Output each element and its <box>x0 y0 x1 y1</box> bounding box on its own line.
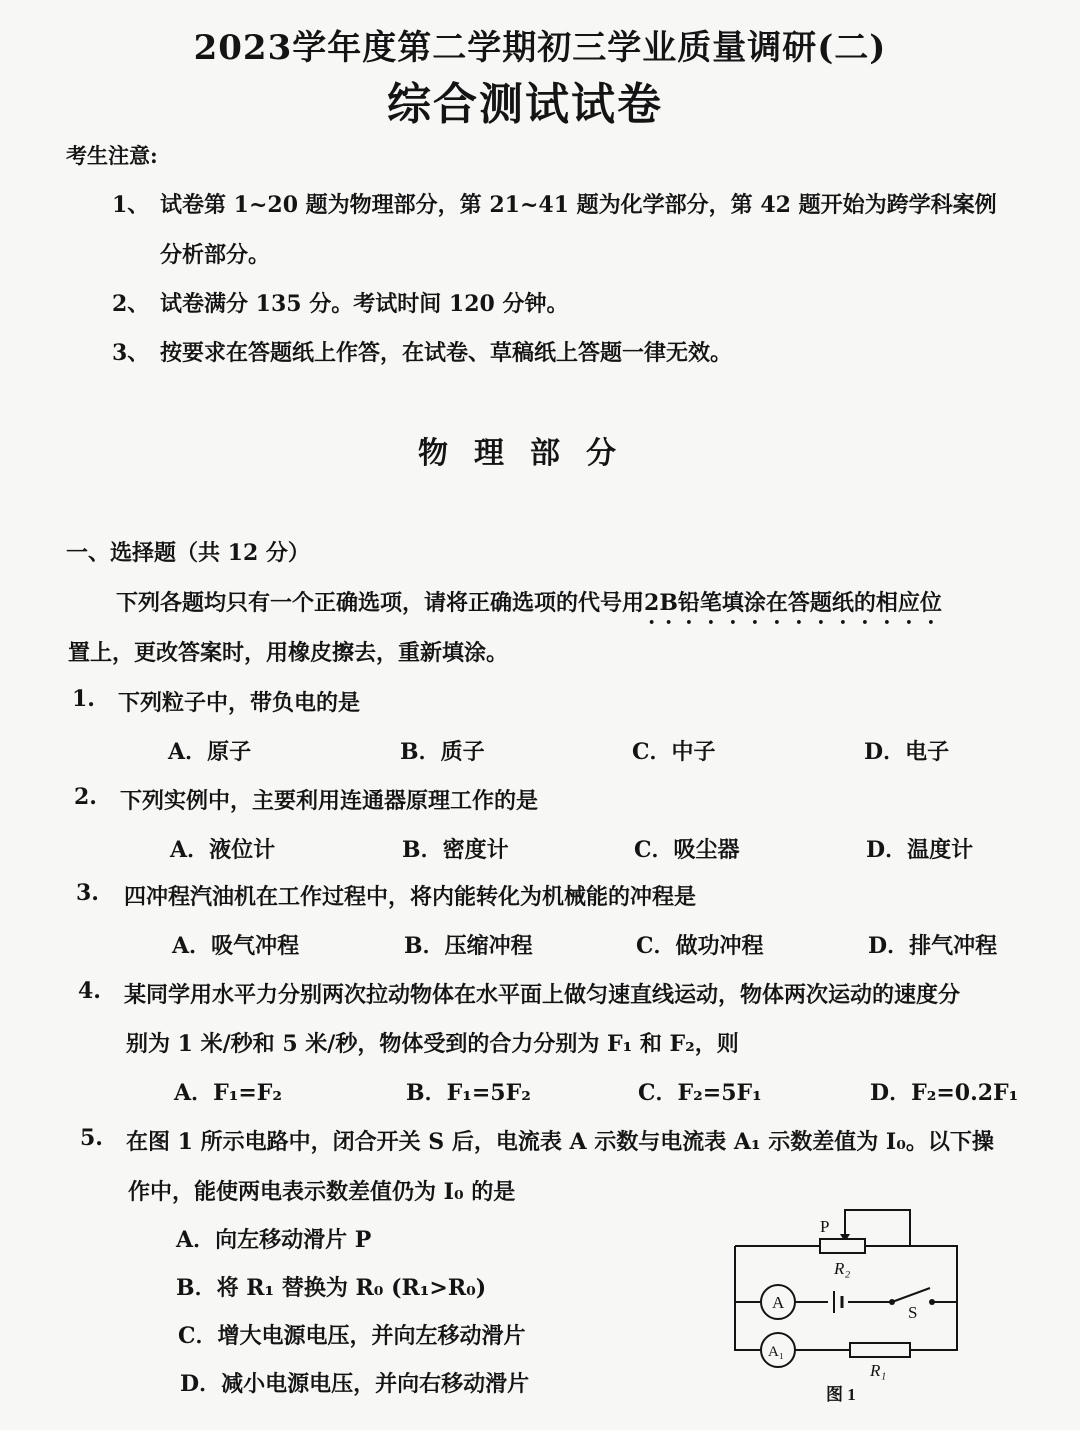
question-1-option-c: C．中子 <box>632 739 716 765</box>
switch-lever <box>892 1288 930 1302</box>
note-2-text: 试卷满分 135 分。考试时间 120 分钟。 <box>160 291 569 317</box>
section-title: 物理部分 <box>418 436 642 471</box>
question-5-option-b: B．将 R₁ 替换为 R₀ (R₁>R₀) <box>176 1275 487 1301</box>
note-1-num: 1、 <box>112 192 150 218</box>
switch-contact <box>929 1299 935 1305</box>
part-intro <box>116 586 942 629</box>
question-1-num: 1. <box>72 686 95 712</box>
question-1-option-a: A．原子 <box>168 739 252 765</box>
question-2-option-d: D．温度计 <box>866 837 974 863</box>
question-2-stem: 下列实例中，主要利用连通器原理工作的是 <box>120 788 539 814</box>
question-5-option-a: A．向左移动滑片 P <box>176 1227 372 1253</box>
question-5-option-c: C．增大电源电压，并向左移动滑片 <box>178 1323 526 1349</box>
note-1-text: 试卷第 1~20 题为物理部分，第 21~41 题为化学部分，第 42 题开始为跨学科案例 <box>160 192 997 218</box>
wire-top-right <box>865 1246 957 1350</box>
label-r1: R₁ <box>870 1361 887 1380</box>
question-2-option-c: C．吸尘器 <box>634 837 740 863</box>
note-3-num: 3、 <box>112 340 150 366</box>
part-heading: 一、选择题（共 12 分） <box>66 540 310 566</box>
question-5-num: 5. <box>80 1125 103 1151</box>
label-r2: R₂ <box>834 1259 851 1278</box>
question-4-option-c: C．F₂=5F₁ <box>638 1080 762 1106</box>
figure-caption: 图 1 <box>826 1385 856 1404</box>
wire-left <box>735 1246 760 1350</box>
label-p: P <box>820 1217 830 1236</box>
notes-heading: 考生注意: <box>66 143 158 168</box>
question-3-option-c: C．做功冲程 <box>636 933 764 959</box>
switch-pivot <box>889 1299 895 1305</box>
circuit-figure <box>720 1200 970 1410</box>
question-4-stem-cont: 别为 1 米/秒和 5 米/秒，物体受到的合力分别为 F₁ 和 F₂，则 <box>126 1031 739 1057</box>
part-intro-b: 2B铅笔填涂在答题纸的相应位 <box>644 590 942 616</box>
question-3-num: 3. <box>76 880 99 906</box>
question-5-stem: 在图 1 所示电路中，闭合开关 S 后，电流表 A 示数与电流表 A₁ 示数差值为 I₀。以下操 <box>126 1129 994 1155</box>
question-3-option-a: A．吸气冲程 <box>172 933 300 959</box>
question-2-option-b: B．密度计 <box>402 837 509 863</box>
question-4-num: 4. <box>78 978 101 1004</box>
part-intro-cont: 置上，更改答案时，用橡皮擦去，重新填涂。 <box>68 640 509 666</box>
note-1-text-cont: 分析部分。 <box>160 242 271 268</box>
part-intro-a: 下列各题均只有一个正确选项，请将正确选项的代号用 <box>116 590 645 616</box>
question-5-stem-cont: 作中，能使两电表示数差值仍为 I₀ 的是 <box>128 1179 516 1205</box>
question-5-option-d: D．减小电源电压，并向右移动滑片 <box>180 1371 530 1397</box>
exam-title: 2023学年度第二学期初三学业质量调研(二) <box>193 28 887 68</box>
question-3-stem: 四冲程汽油机在工作过程中，将内能转化为机械能的冲程是 <box>124 884 697 910</box>
circuit-diagram <box>720 1200 970 1410</box>
question-1-option-b: B．质子 <box>400 739 485 765</box>
question-1-option-d: D．电子 <box>864 739 950 765</box>
note-3-text: 按要求在答题纸上作答，在试卷、草稿纸上答题一律无效。 <box>160 340 733 366</box>
question-4-option-d: D．F₂=0.2F₁ <box>870 1080 1019 1106</box>
label-s: S <box>908 1303 918 1322</box>
exam-subtitle: 综合测试试卷 <box>387 79 663 130</box>
question-1-stem: 下列粒子中，带负电的是 <box>118 690 361 716</box>
note-2-num: 2、 <box>112 291 150 317</box>
question-3-option-b: B．压缩冲程 <box>404 933 533 959</box>
label-a1: A₁ <box>768 1344 785 1360</box>
question-2-option-a: A．液位计 <box>170 837 276 863</box>
question-2-num: 2. <box>74 784 97 810</box>
question-3-option-d: D．排气冲程 <box>868 933 998 959</box>
question-4-stem: 某同学用水平力分别两次拉动物体在水平面上做匀速直线运动，物体两次运动的速度分 <box>124 982 961 1008</box>
resistor-r2 <box>820 1239 865 1253</box>
question-4-option-b: B．F₁=5F₂ <box>406 1080 531 1106</box>
label-a: A <box>772 1293 785 1312</box>
question-4-option-a: A．F₁=F₂ <box>174 1080 283 1106</box>
resistor-r1 <box>850 1343 910 1357</box>
